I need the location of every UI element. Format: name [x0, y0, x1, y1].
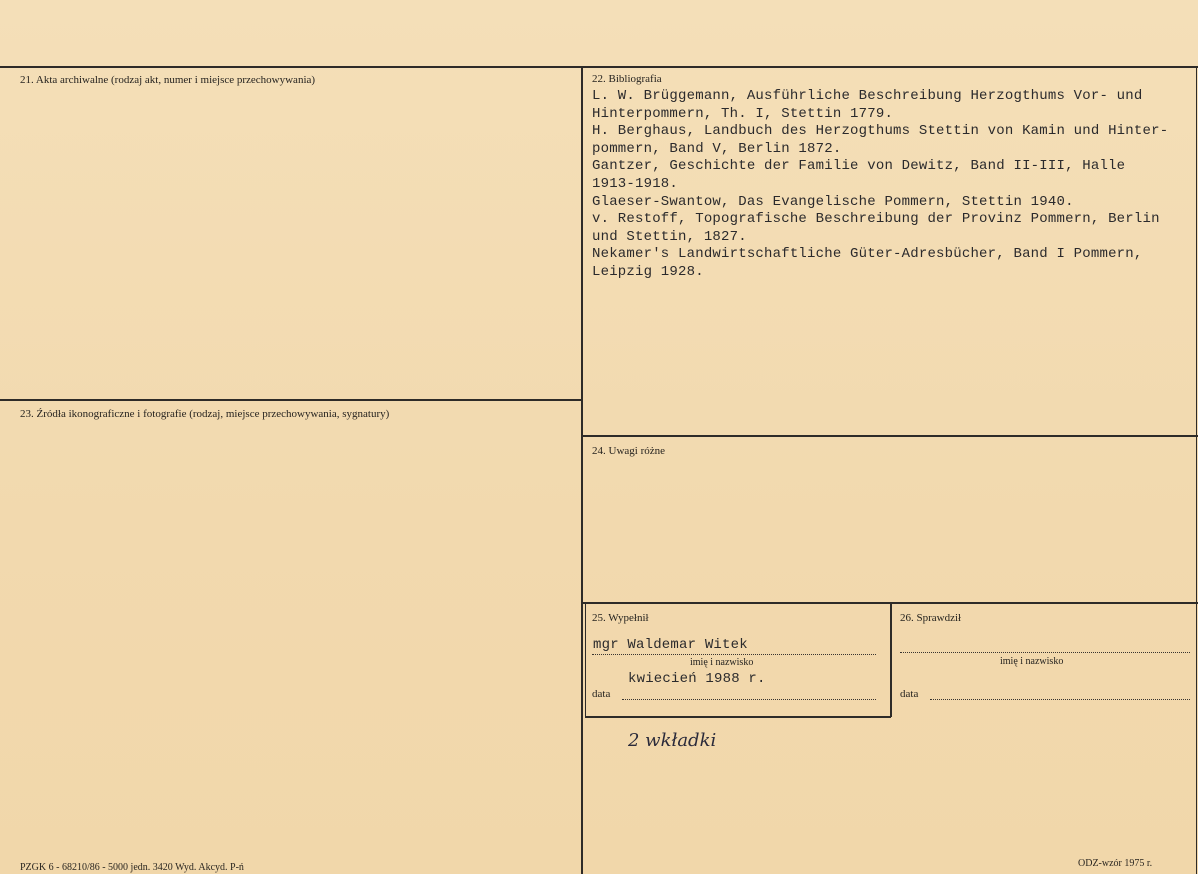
form-model-footer: ODZ-wzór 1975 r.: [1078, 858, 1153, 869]
bibliography-line: v. Restoff, Topografische Beschreibung der Provinz Pommern, Berlin: [592, 211, 1160, 228]
section-25-label: 25. Wypełnił: [592, 612, 649, 624]
filled-by-name-line: [592, 654, 876, 655]
bibliography-line: pommern, Band V, Berlin 1872.: [592, 140, 842, 157]
bibliography-line: und Stettin, 1827.: [592, 228, 747, 245]
filled-by-date-line: [622, 699, 876, 700]
section-22-label: 22. Bibliografia: [592, 73, 662, 85]
signature-box-left: [585, 602, 586, 717]
bibliography-list: [592, 88, 1192, 282]
right-upper-rule: [582, 435, 1198, 437]
checked-by-name-line: [900, 652, 1190, 653]
checked-by-name-caption: imię i nazwisko: [1000, 656, 1064, 667]
checked-by-date-label: data: [900, 688, 919, 700]
bibliography-line: Gantzer, Geschichte der Familie von Dewitz, Band II-III, Halle: [592, 158, 1126, 175]
left-mid-rule: [0, 399, 582, 401]
checked-by-date-line: [930, 699, 1190, 700]
right-edge-line: [1196, 68, 1197, 874]
bibliography-line: Leipzig 1928.: [592, 263, 704, 280]
signature-box-divider: [890, 602, 892, 717]
bibliography-line: Hinterpommern, Th. I, Stettin 1779.: [592, 105, 894, 122]
bibliography-line: Glaeser-Swantow, Das Evangelische Pommern, Stettin 1940.: [592, 193, 1074, 210]
section-26-label: 26. Sprawdził: [900, 612, 962, 624]
top-rule: [0, 66, 1198, 68]
bibliography-line: L. W. Brüggemann, Ausführliche Beschreibung Herzogthums Vor- und: [592, 88, 1143, 104]
filled-by-date-value: kwiecień 1988 r.: [628, 671, 766, 687]
bibliography-line: Nekamer's Landwirtschaftliche Güter-Adresbücher, Band I Pommern,: [592, 246, 1143, 263]
bibliography-line: H. Berghaus, Landbuch des Herzogthums Stettin von Kamin und Hinter-: [592, 123, 1169, 140]
filled-by-date-label: data: [592, 688, 611, 700]
print-info-footer: PZGK 6 - 68210/86 - 5000 jedn. 3420 Wyd. Akcyd. P-ń: [20, 862, 244, 873]
section-21-label: 21. Akta archiwalne (rodzaj akt, numer i miejsce przechowywania): [20, 74, 316, 86]
section-23-label: 23. Źródła ikonograficzne i fotografie (rodzaj, miejsce przechowywania, sygnatury): [20, 408, 390, 420]
handwritten-note: 2 wkładki: [628, 730, 717, 751]
section-24-label: 24. Uwagi różne: [592, 445, 666, 457]
center-divider: [581, 66, 583, 874]
filled-by-name: mgr Waldemar Witek: [593, 637, 748, 653]
filled-by-name-caption: imię i nazwisko: [690, 657, 754, 668]
signature-box-bottom: [585, 716, 891, 718]
bibliography-line: 1913-1918.: [592, 175, 679, 192]
